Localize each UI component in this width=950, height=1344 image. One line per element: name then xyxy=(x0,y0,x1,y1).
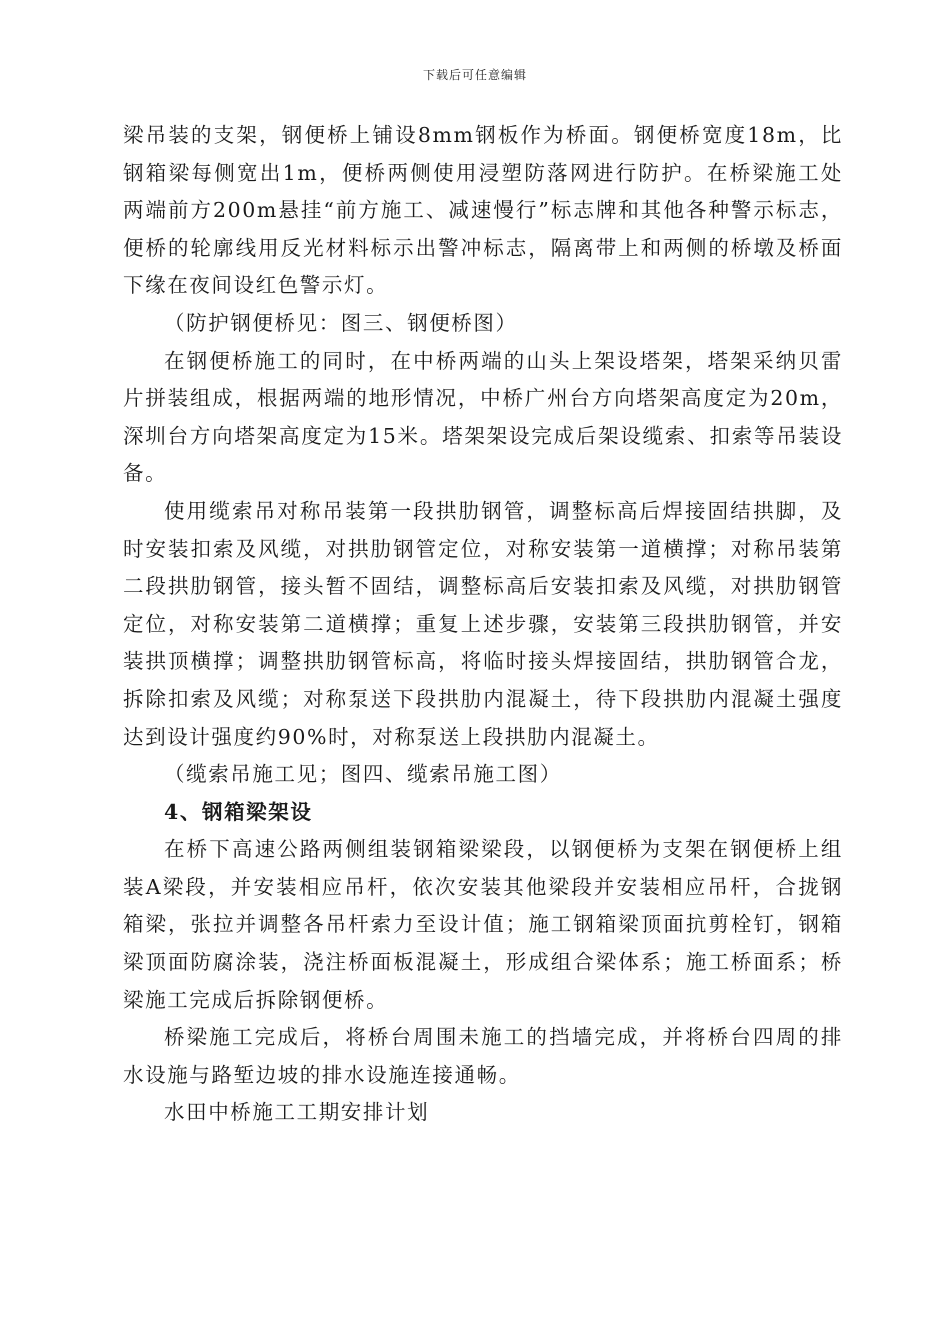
figure-reference-steel-bridge: （防护钢便桥见：图三、钢便桥图） xyxy=(164,310,518,335)
paragraph-girder-assembly: 在桥下高速公路两侧组装钢箱梁梁段，以钢便桥为支架在钢便桥上组装A梁段，并安装相应吊杆，依次安装其他梁段并安装相应吊杆，合拢钢箱梁，张拉并调整各吊杆索力至设计值；施工钢箱梁顶面抗剪栓钉，钢箱梁顶面防腐涂装，浇注桥面板混凝土，形成组合梁体系；施工桥面系；桥梁施工完成后拆除钢便桥。 xyxy=(123,837,843,1012)
paragraph-schedule-title: 水田中桥施工工期安排计划 xyxy=(164,1100,430,1125)
paragraph-abutment-drainage: 桥梁施工完成后，将桥台周围未施工的挡墙完成，并将桥台四周的排水设施与路堑边坡的排水设施连接通畅。 xyxy=(123,1025,843,1087)
paragraph-bridge-support: 梁吊装的支架，钢便桥上铺设8mm钢板作为桥面。钢便桥宽度18m，比钢箱梁每侧宽出1m，便桥两侧使用浸塑防落网进行防护。在桥梁施工处两端前方200m悬挂“前方施工、减速慢行”标志牌和其他各种警示标志，便桥的轮廓线用反光材料标示出警冲标志，隔离带上和两侧的桥墩及桥面下缘在夜间设红色警示灯。 xyxy=(123,123,843,298)
page-header: 下载后可任意编辑 xyxy=(422,68,527,82)
section-heading-steel-box-girder: 4、钢箱梁架设 xyxy=(164,799,313,824)
figure-reference-cable-crane: （缆索吊施工见；图四、缆索吊施工图） xyxy=(164,762,562,787)
document-body xyxy=(123,117,843,1132)
paragraph-cable-hoisting: 使用缆索吊对称吊装第一段拱肋钢管，调整标高后焊接固结拱脚，及时安装扣索及风缆，对拱肋钢管定位，对称安装第一道横撑；对称吊装第二段拱肋钢管，接头暂不固结，调整标高后安装扣索及风缆，对拱肋钢管定位，对称安装第二道横撑；重复上述步骤，安装第三段拱肋钢管，并安装拱顶横撑；调整拱肋钢管标高，将临时接头焊接固结，拱肋钢管合龙，拆除扣索及风缆；对称泵送下段拱肋内混凝土，待下段拱肋内混凝土强度达到设计强度约90%时，对称泵送上段拱肋内混凝土。 xyxy=(123,498,843,749)
paragraph-tower-erection: 在钢便桥施工的同时，在中桥两端的山头上架设塔架，塔架采纳贝雷片拼装组成，根据两端的地形情况，中桥广州台方向塔架高度定为20m，深圳台方向塔架高度定为15米。塔架架设完成后架设缆索、扣索等吊装设备。 xyxy=(123,348,843,486)
